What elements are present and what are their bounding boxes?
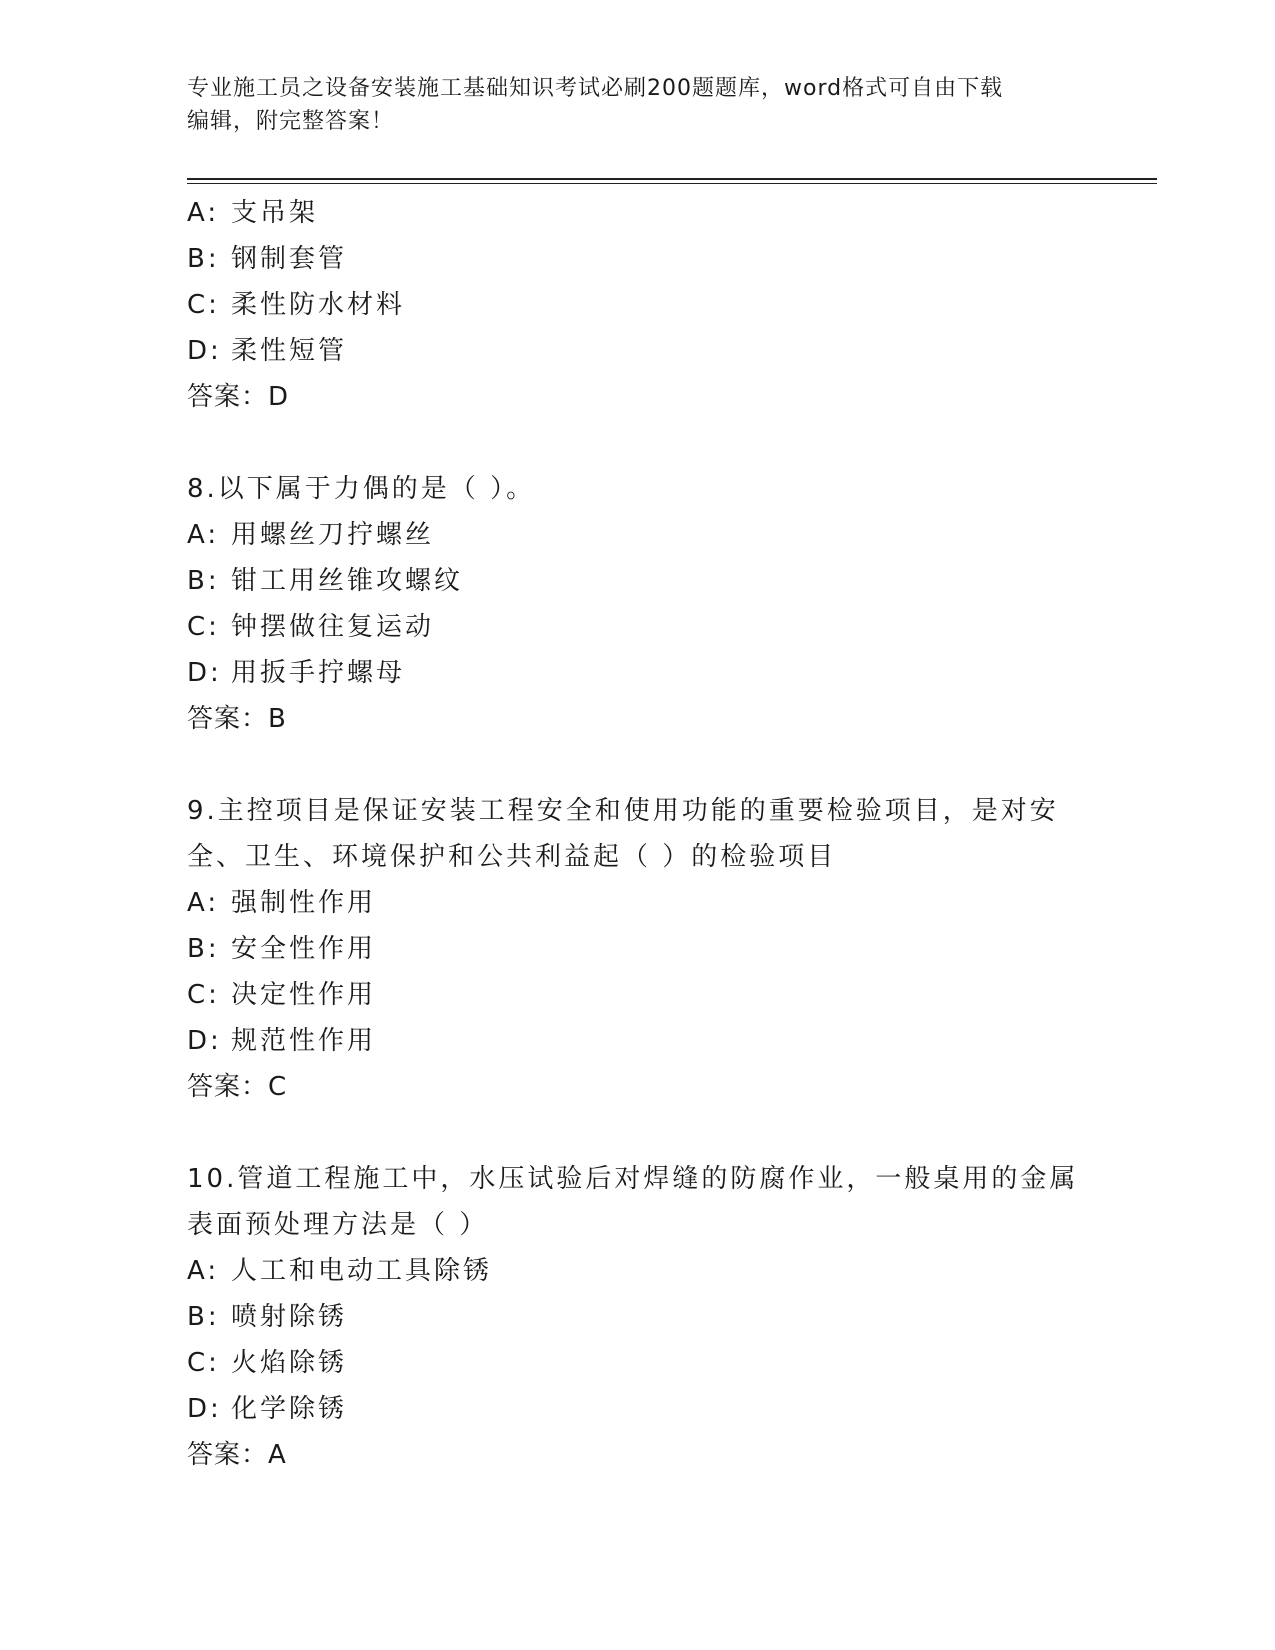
option-c — [187, 972, 1087, 1018]
option-c — [187, 1340, 1087, 1386]
answer-line: 答案：A — [187, 1440, 287, 1470]
option-a — [187, 880, 1087, 926]
option-a — [187, 1248, 1087, 1294]
option-key: A: — [187, 1256, 220, 1286]
option-text: 人工和电动工具除锈 — [231, 1256, 493, 1286]
option-text: 规范性作用 — [231, 1026, 377, 1056]
option-text: 用螺丝刀拧螺丝 — [231, 520, 435, 550]
option-b — [187, 236, 1087, 282]
option-key: D: — [187, 1394, 222, 1424]
question-7 — [187, 190, 1087, 420]
option-key: B: — [187, 1302, 220, 1332]
option-text: 柔性短管 — [231, 336, 348, 366]
option-text: 支吊架 — [231, 198, 319, 228]
option-text: 火焰除锈 — [231, 1348, 348, 1378]
option-text: 用扳手拧螺母 — [231, 658, 406, 688]
option-key: C: — [187, 1348, 220, 1378]
option-b — [187, 558, 1087, 604]
option-text: 决定性作用 — [231, 980, 377, 1010]
question-stem-line-2: 表面预处理方法是（ ） — [187, 1210, 489, 1240]
option-d — [187, 650, 1087, 696]
option-key: A: — [187, 198, 220, 228]
spacer — [187, 742, 1087, 788]
option-a — [187, 190, 1087, 236]
option-text: 喷射除锈 — [231, 1302, 348, 1332]
question-stem: 8.以下属于力偶的是（ ）。 — [187, 474, 536, 504]
option-key: B: — [187, 244, 220, 274]
question-9 — [187, 788, 1087, 1110]
option-d — [187, 1386, 1087, 1432]
header-line-2: 编辑，附完整答案！ — [187, 109, 395, 134]
option-b — [187, 1294, 1087, 1340]
option-key: C: — [187, 980, 220, 1010]
option-c — [187, 604, 1087, 650]
option-text: 钢制套管 — [231, 244, 348, 274]
answer-line: 答案：C — [187, 1072, 288, 1102]
question-stem-line-1: 9.主控项目是保证安装工程安全和使用功能的重要检验项目，是对安 — [187, 796, 1059, 826]
question-stem-line-1: 10.管道工程施工中，水压试验后对焊缝的防腐作业，一般桌用的金属 — [187, 1164, 1079, 1194]
option-key: C: — [187, 612, 220, 642]
spacer — [187, 1110, 1087, 1156]
option-key: B: — [187, 566, 220, 596]
question-8 — [187, 466, 1087, 742]
option-key: B: — [187, 934, 220, 964]
option-b — [187, 926, 1087, 972]
question-10 — [187, 1156, 1087, 1478]
option-key: C: — [187, 290, 220, 320]
option-text: 化学除锈 — [231, 1394, 348, 1424]
spacer — [187, 420, 1087, 466]
option-key: A: — [187, 520, 220, 550]
option-d — [187, 328, 1087, 374]
answer-line: 答案：D — [187, 382, 290, 412]
option-key: D: — [187, 336, 222, 366]
header-rule-thin — [187, 183, 1157, 184]
option-key: D: — [187, 1026, 222, 1056]
question-stem-line-2: 全、卫生、环境保护和公共利益起（ ）的检验项目 — [187, 842, 837, 872]
option-d — [187, 1018, 1087, 1064]
option-c — [187, 282, 1087, 328]
answer-line: 答案：B — [187, 704, 287, 734]
option-text: 柔性防水材料 — [231, 290, 406, 320]
option-text: 钟摆做往复运动 — [231, 612, 435, 642]
document-header — [187, 72, 1087, 138]
option-text: 安全性作用 — [231, 934, 377, 964]
option-a — [187, 512, 1087, 558]
header-line-1: 专业施工员之设备安装施工基础知识考试必刷200题题库，word格式可自由下载 — [187, 76, 1004, 101]
option-text: 强制性作用 — [231, 888, 377, 918]
option-text: 钳工用丝锥攻螺纹 — [231, 566, 464, 596]
option-key: D: — [187, 658, 222, 688]
question-list — [187, 190, 1087, 1478]
option-key: A: — [187, 888, 220, 918]
header-rule-thick — [187, 178, 1157, 180]
